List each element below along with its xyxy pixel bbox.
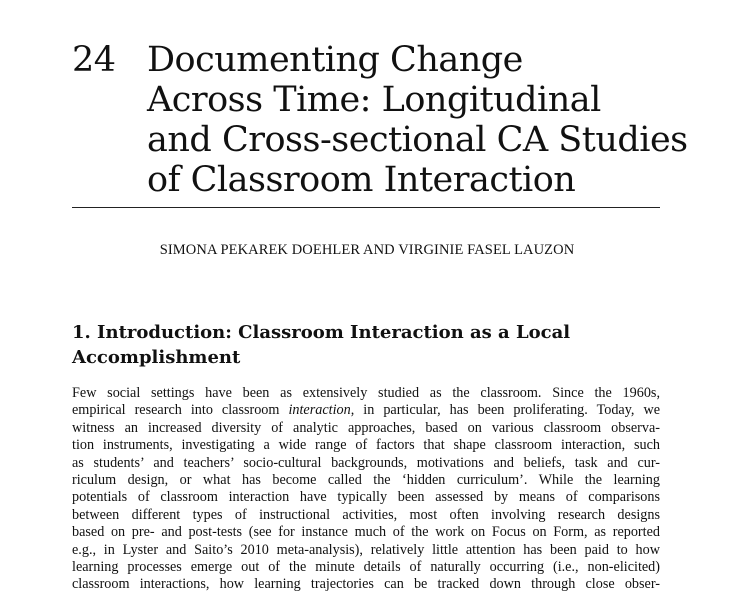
emphasized-term: interaction xyxy=(288,402,351,419)
paragraph-line: e.g., in Lyster and Saito’s 2010 meta-analysis), relatively little attention has been paid to how xyxy=(72,541,660,558)
paragraph-line: learning processes emerge out of the minute details of naturally occurring (i.e., non-elicited) xyxy=(72,558,660,575)
paragraph-line: as students’ and teachers’ socio-cultural backgrounds, motivations and beliefs, task and cur- xyxy=(72,454,660,471)
chapter-title-line: of Classroom Interaction xyxy=(147,160,576,200)
chapter-title-line: Documenting Change xyxy=(147,40,523,80)
section-heading xyxy=(72,320,672,370)
paragraph-line: based on pre- and post-tests (see for instance much of the work on Focus on Form, as reported xyxy=(72,524,660,541)
paragraph-line: tion instruments, investigating a wide range of factors that shape classroom interaction, such xyxy=(72,437,660,454)
paragraph-line xyxy=(72,402,660,419)
body-paragraph xyxy=(72,385,660,594)
paragraph-line: Few social settings have been as extensively studied as the classroom. Since the 1960s, xyxy=(72,385,660,401)
paragraph-line: classroom interactions, how learning trajectories can be tracked down through close obser- xyxy=(72,576,660,593)
paragraph-line: riculum design, or what has become called the ‘hidden curriculum’. While the learning xyxy=(72,471,660,488)
paragraph-line: potentials of classroom interaction have typically been assessed by means of comparisons xyxy=(72,489,660,506)
paragraph-text: , in particular, has been proliferating. Today, we xyxy=(350,402,660,419)
chapter-title-line: Across Time: Longitudinal xyxy=(147,80,601,120)
paragraph-text: empirical research into classroom xyxy=(72,402,289,419)
authors-line: SIMONA PEKAREK DOEHLER AND VIRGINIE FASEL LAUZON xyxy=(159,242,575,258)
section-heading-line: 1. Introduction: Classroom Interaction as a Local xyxy=(72,322,571,343)
chapter-title xyxy=(147,40,688,200)
title-divider xyxy=(72,207,660,208)
section-heading-line: Accomplishment xyxy=(72,347,241,368)
chapter-number: 24 xyxy=(72,40,116,80)
paragraph-line: between different types of instructional activities, most often involving research designs xyxy=(72,506,660,523)
paragraph-line: witness an increased diversity of analytic approaches, based on various classroom observa- xyxy=(72,419,660,436)
chapter-title-line: and Cross-sectional CA Studies xyxy=(147,120,688,160)
